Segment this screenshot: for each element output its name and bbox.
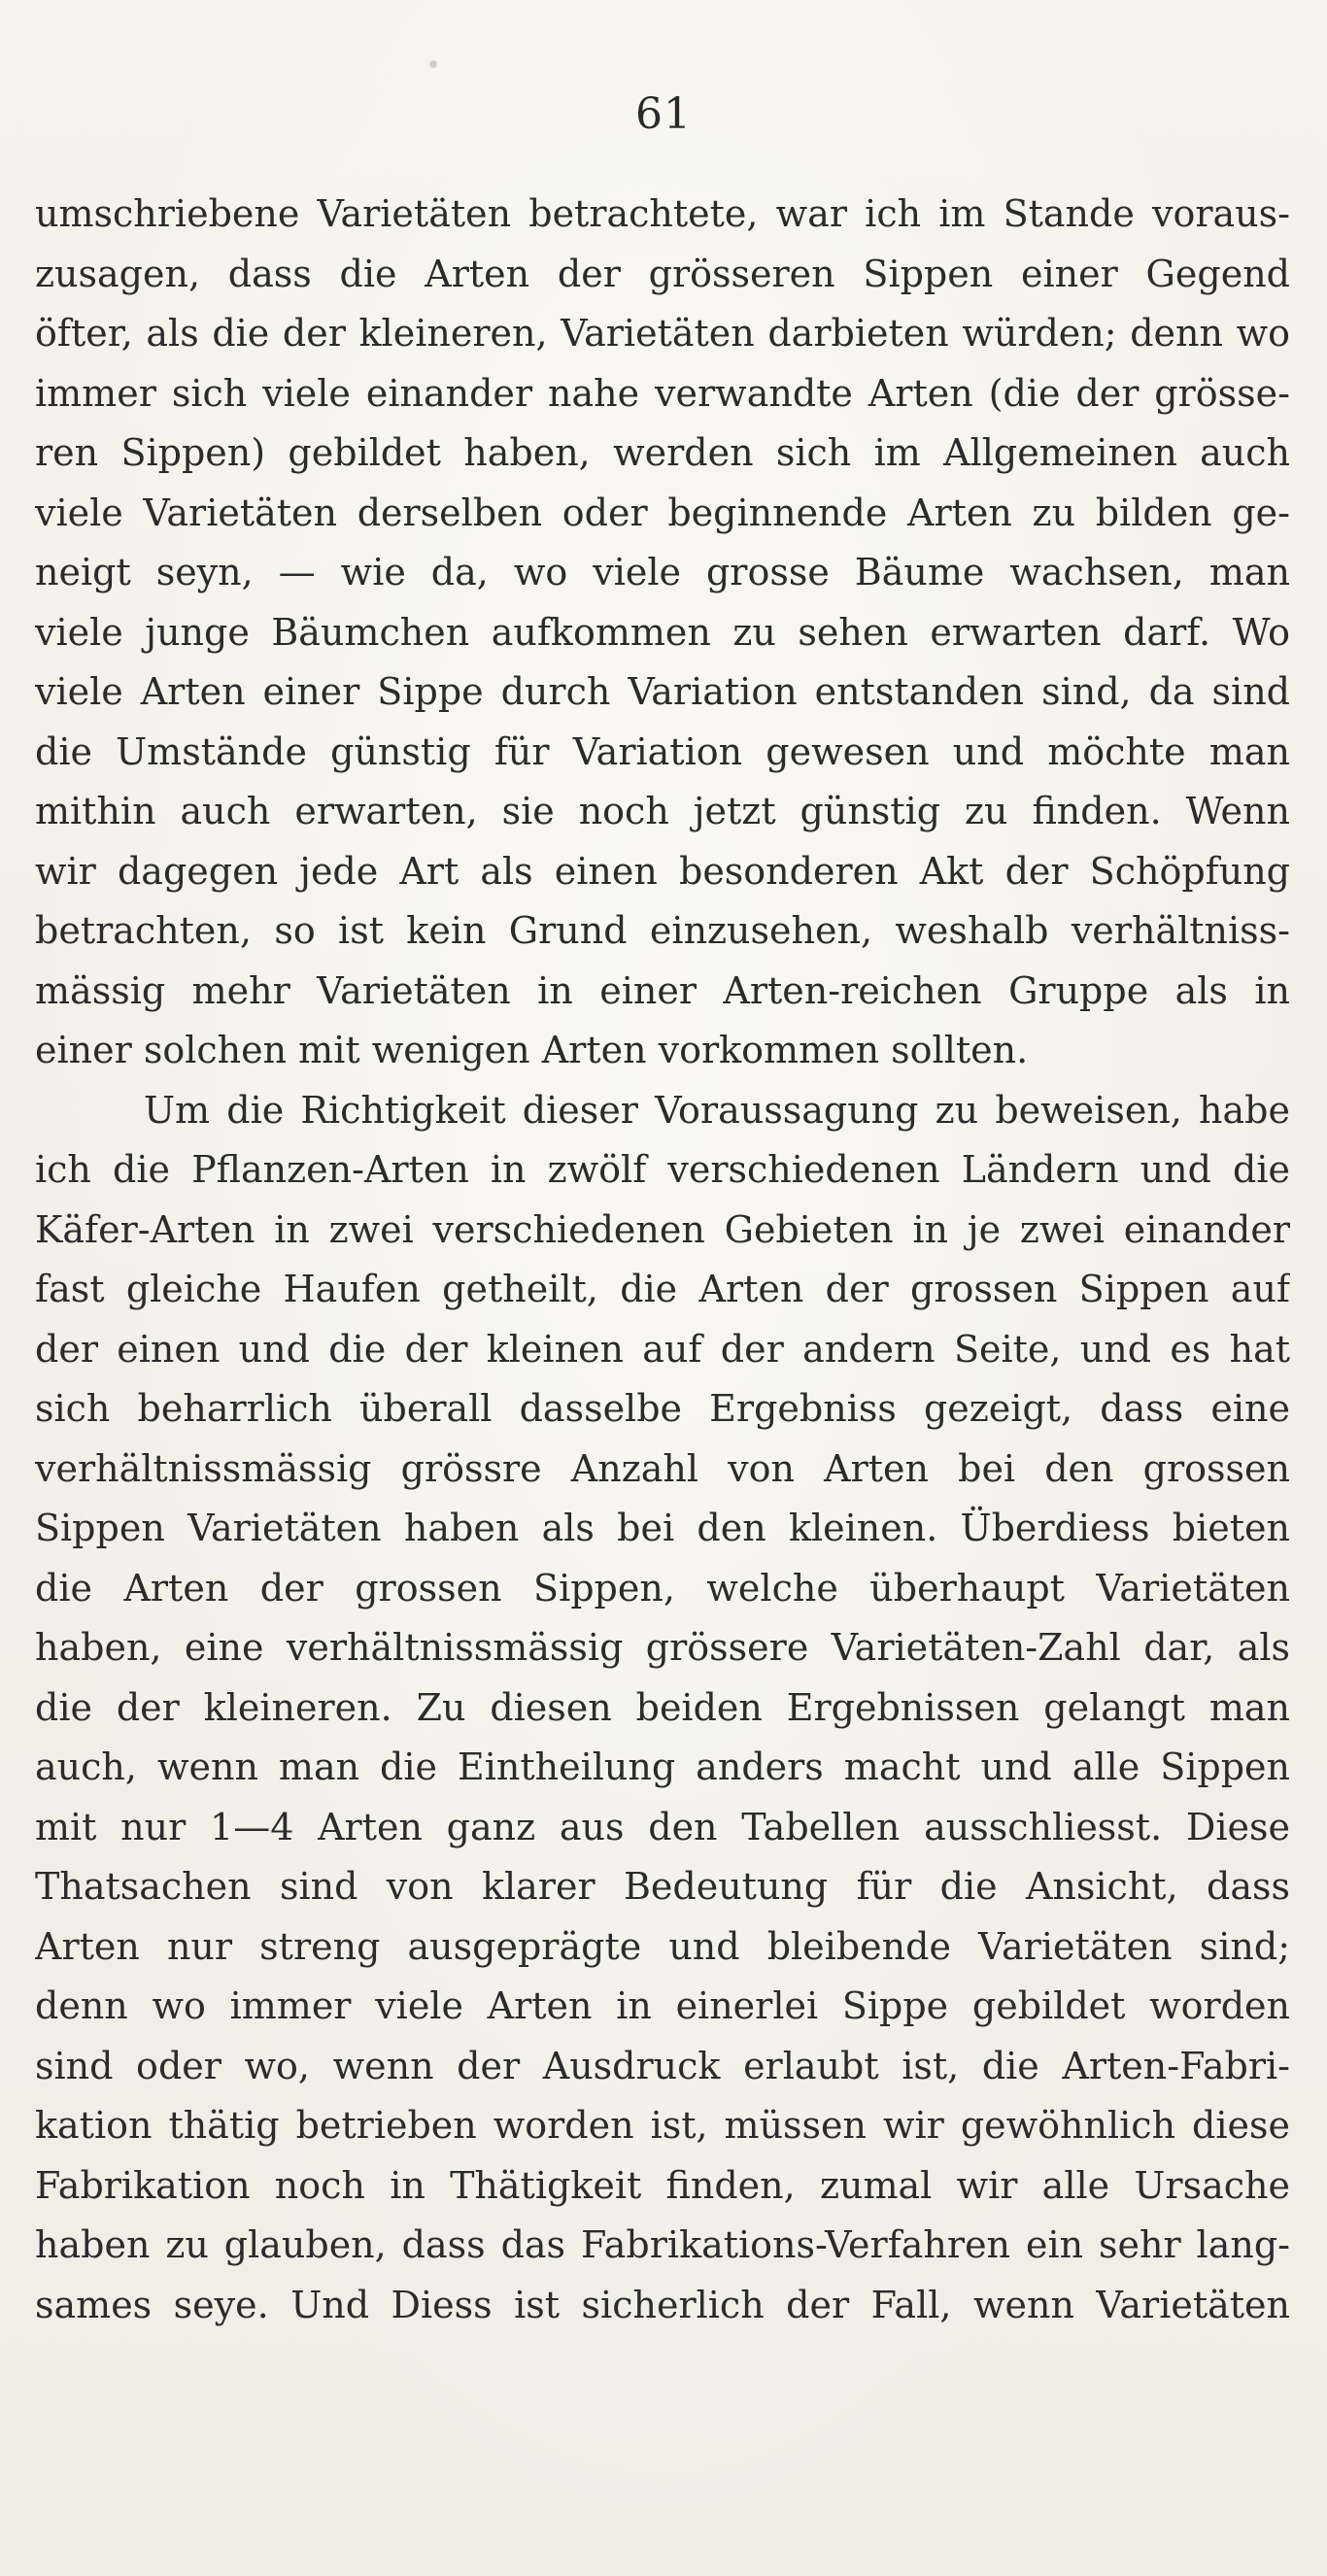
paragraph-start-line: Um die Richtigkeit dieser Voraussagung zu beweisen, habe xyxy=(144,1088,1290,1132)
text-line: sind oder wo, wenn der Ausdruck erlaubt ist, die Arten-Fabri- xyxy=(35,2044,1290,2087)
text-line: Käfer-Arten in zwei verschiedenen Gebieten in je zwei einander xyxy=(35,1207,1290,1251)
text-line: die Umstände günstig für Variation gewesen und möchte man xyxy=(35,729,1290,773)
text-line: umschriebene Varietäten betrachtete, war ich im Stande voraus- xyxy=(35,192,1290,235)
text-line: viele Varietäten derselben oder beginnende Arten zu bilden ge- xyxy=(35,491,1290,534)
text-line: viele junge Bäumchen aufkommen zu sehen erwarten darf. Wo xyxy=(35,610,1290,654)
text-line: Thatsachen sind von klarer Bedeutung für die Ansicht, dass xyxy=(35,1865,1290,1908)
text-line: ich die Pflanzen-Arten in zwölf verschiedenen Ländern und die xyxy=(35,1148,1290,1191)
text-line: kation thätig betrieben worden ist, müssen wir gewöhnlich diese xyxy=(35,2104,1290,2147)
text-line: öfter, als die der kleineren, Varietäten darbieten würden; denn wo xyxy=(35,312,1290,355)
text-line: immer sich viele einander nahe verwandte Arten (die der grösse- xyxy=(35,371,1290,415)
paper-speck xyxy=(429,60,437,68)
text-line: neigt seyn, — wie da, wo viele grosse Bäume wachsen, man xyxy=(35,551,1290,593)
text-line: denn wo immer viele Arten in einerlei Sippe gebildet worden xyxy=(35,1984,1290,2027)
text-line: die Arten der grossen Sippen, welche überhaupt Varietäten xyxy=(35,1566,1290,1610)
text-line: mit nur 1—4 Arten ganz aus den Tabellen ausschliesst. Diese xyxy=(35,1805,1290,1848)
text-line: Sippen Varietäten haben als bei den kleinen. Überdiess bieten xyxy=(35,1507,1290,1549)
body-text xyxy=(35,185,1290,2335)
paragraph-end-line: einer solchen mit wenigen Arten vorkommen sollten. xyxy=(35,1029,1029,1071)
text-line: mässig mehr Varietäten in einer Arten-reichen Gruppe als in xyxy=(35,968,1290,1012)
text-line: mithin auch erwarten, sie noch jetzt günstig zu finden. Wenn xyxy=(35,790,1290,832)
text-line: ren Sippen) gebildet haben, werden sich im Allgemeinen auch xyxy=(35,431,1290,474)
text-line: haben, eine verhältnissmässig grössere Varietäten-Zahl dar, als xyxy=(35,1626,1290,1669)
text-line: auch, wenn man die Eintheilung anders macht und alle Sippen xyxy=(35,1746,1290,1788)
text-line: zusagen, dass die Arten der grösseren Sippen einer Gegend xyxy=(35,252,1290,295)
text-line: Arten nur streng ausgeprägte und bleibende Varietäten sind; xyxy=(35,1924,1290,1968)
text-line: betrachten, so ist kein Grund einzusehen, weshalb verhältniss- xyxy=(35,909,1290,952)
text-line: haben zu glauben, dass das Fabrikations-Verfahren ein sehr lang- xyxy=(35,2223,1290,2266)
text-line: fast gleiche Haufen getheilt, die Arten der grossen Sippen auf xyxy=(35,1268,1290,1310)
text-line: Fabrikation noch in Thätigkeit finden, zumal wir alle Ursache xyxy=(35,2163,1290,2207)
page-number: 61 xyxy=(635,89,692,139)
text-line: verhältnissmässig grössre Anzahl von Arten bei den grossen xyxy=(35,1446,1290,1490)
text-line: viele Arten einer Sippe durch Variation entstanden sind, da sind xyxy=(35,670,1290,713)
text-line: sames seye. Und Diess ist sicherlich der Fall, wenn Varietäten xyxy=(35,2283,1290,2326)
text-line: die der kleineren. Zu diesen beiden Ergebnissen gelangt man xyxy=(35,1685,1290,1729)
text-line: sich beharrlich überall dasselbe Ergebniss gezeigt, dass eine xyxy=(35,1387,1290,1430)
text-line: wir dagegen jede Art als einen besonderen Akt der Schöpfung xyxy=(35,849,1290,893)
text-line: der einen und die der kleinen auf der andern Seite, und es hat xyxy=(35,1327,1290,1371)
